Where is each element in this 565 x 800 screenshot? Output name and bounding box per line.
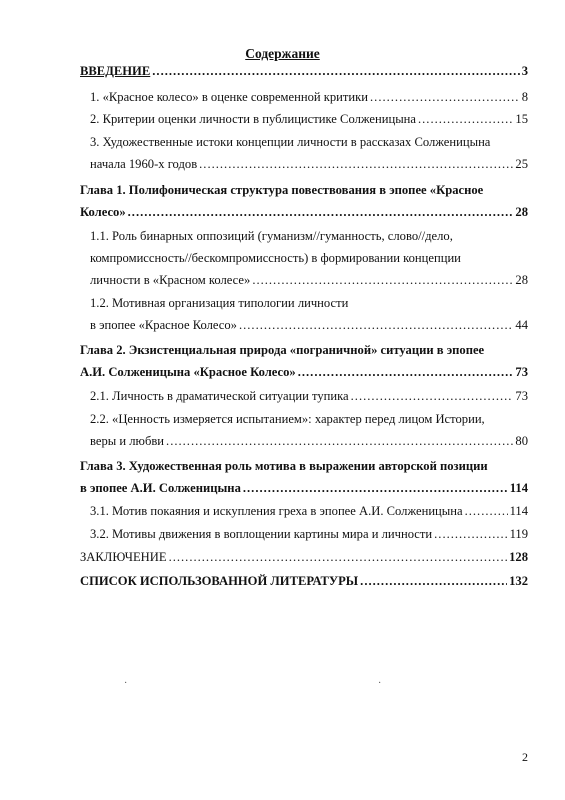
toc-entry bbox=[90, 108, 528, 130]
toc-entry-text: 3.1. Мотив покаяния и искупления греха в эпопее А.И. Солженицына bbox=[90, 504, 463, 518]
dot-leader bbox=[351, 385, 514, 407]
dot-leader bbox=[252, 269, 513, 291]
toc-page-number: 25 bbox=[515, 157, 528, 171]
toc-entry-bibliography bbox=[80, 570, 528, 592]
toc-page-number: 15 bbox=[515, 112, 528, 126]
dot-leader bbox=[360, 570, 507, 592]
toc-entry-line: компромиссность//бескомпромиссность) в формировании концепции bbox=[90, 251, 461, 265]
toc-entry bbox=[90, 500, 528, 522]
toc-entry-text: 2.1. Личность в драматической ситуации тупика bbox=[90, 389, 349, 403]
toc-entry bbox=[90, 408, 528, 452]
toc-entry bbox=[90, 86, 528, 108]
toc-page-number: 28 bbox=[515, 205, 528, 219]
toc-entry bbox=[90, 523, 528, 545]
toc-chapter-1 bbox=[80, 179, 528, 223]
dot-leader bbox=[465, 500, 508, 522]
dot-leader bbox=[128, 201, 514, 223]
toc-page-number: 44 bbox=[515, 318, 528, 332]
toc-entry bbox=[90, 225, 528, 291]
dot-leader bbox=[434, 523, 507, 545]
toc-entry-line: 1.1. Роль бинарных оппозиций (гуманизм//гуманность, слово//дело, bbox=[90, 229, 453, 243]
dot-leader bbox=[243, 477, 508, 499]
toc-page-number: 8 bbox=[521, 90, 528, 104]
dot-leader bbox=[152, 60, 519, 82]
toc-page-number: 132 bbox=[509, 574, 528, 588]
scan-speck: · bbox=[378, 678, 382, 689]
toc-entry-line: Глава 1. Полифоническая структура повествования в эпопее «Красное bbox=[80, 183, 484, 197]
dot-leader bbox=[239, 314, 513, 336]
dot-leader bbox=[418, 108, 513, 130]
toc-page-number: 128 bbox=[509, 550, 528, 564]
dot-leader bbox=[169, 546, 508, 568]
dot-leader bbox=[298, 361, 514, 383]
dot-leader bbox=[370, 86, 520, 108]
toc-page-number: 119 bbox=[509, 527, 528, 541]
toc-page-number: 28 bbox=[515, 273, 528, 287]
toc-entry-line: 3. Художественные истоки концепции личности в рассказах Солженицына bbox=[90, 135, 491, 149]
toc-chapter-2 bbox=[80, 339, 528, 383]
toc-entry-introduction bbox=[80, 60, 528, 82]
toc-entry-text: ВВЕДЕНИЕ bbox=[80, 64, 151, 78]
toc-page-number: 114 bbox=[509, 481, 528, 495]
toc-page-number: 73 bbox=[515, 389, 528, 403]
toc-entry-text: начала 1960-х годов bbox=[90, 157, 198, 171]
toc-entry-text: СПИСОК ИСПОЛЬЗОВАННОЙ ЛИТЕРАТУРЫ bbox=[80, 574, 359, 588]
toc-entry-text: Колесо» bbox=[80, 205, 126, 219]
scan-speck: · bbox=[124, 678, 128, 689]
toc-entry-line: 1.2. Мотивная организация типологии личности bbox=[90, 296, 349, 310]
toc-entry-text: А.И. Солженицына «Красное Колесо» bbox=[80, 365, 296, 379]
toc-entry-text: личности в «Красном колесе» bbox=[90, 273, 251, 287]
toc-entry-text: ЗАКЛЮЧЕНИЕ bbox=[80, 550, 167, 564]
toc-entry-text: веры и любви bbox=[90, 434, 165, 448]
toc-entry-text: 2. Критерии оценки личности в публицистике Солженицына bbox=[90, 112, 416, 126]
dot-leader bbox=[199, 153, 513, 175]
toc-entry-line: 2.2. «Ценность измеряется испытанием»: характер перед лицом Истории, bbox=[90, 412, 485, 426]
toc-entry-text: в эпопее А.И. Солженицына bbox=[80, 481, 241, 495]
toc-entry bbox=[90, 385, 528, 407]
toc-page-number: 114 bbox=[509, 504, 528, 518]
toc-page-number: 80 bbox=[515, 434, 528, 448]
toc-entry-conclusion bbox=[80, 546, 528, 568]
page-number: 2 bbox=[522, 750, 528, 764]
toc-entry-line: Глава 2. Экзистенциальная природа «пограничной» ситуации в эпопее bbox=[80, 343, 485, 357]
dot-leader bbox=[166, 430, 513, 452]
toc-page-number: 3 bbox=[521, 64, 528, 78]
toc-title: Содержание bbox=[245, 46, 320, 61]
toc-entry-text: 3.2. Мотивы движения в воплощении картины мира и личности bbox=[90, 527, 433, 541]
toc-entry-text: 1. «Красное колесо» в оценке современной критики bbox=[90, 90, 369, 104]
toc-entry bbox=[90, 131, 528, 175]
toc-page-number: 73 bbox=[515, 365, 528, 379]
toc-entry-line: Глава 3. Художественная роль мотива в выражении авторской позиции bbox=[80, 459, 488, 473]
toc-chapter-3 bbox=[80, 455, 528, 499]
toc-entry bbox=[90, 292, 528, 336]
toc-entry-text: в эпопее «Красное Колесо» bbox=[90, 318, 237, 332]
